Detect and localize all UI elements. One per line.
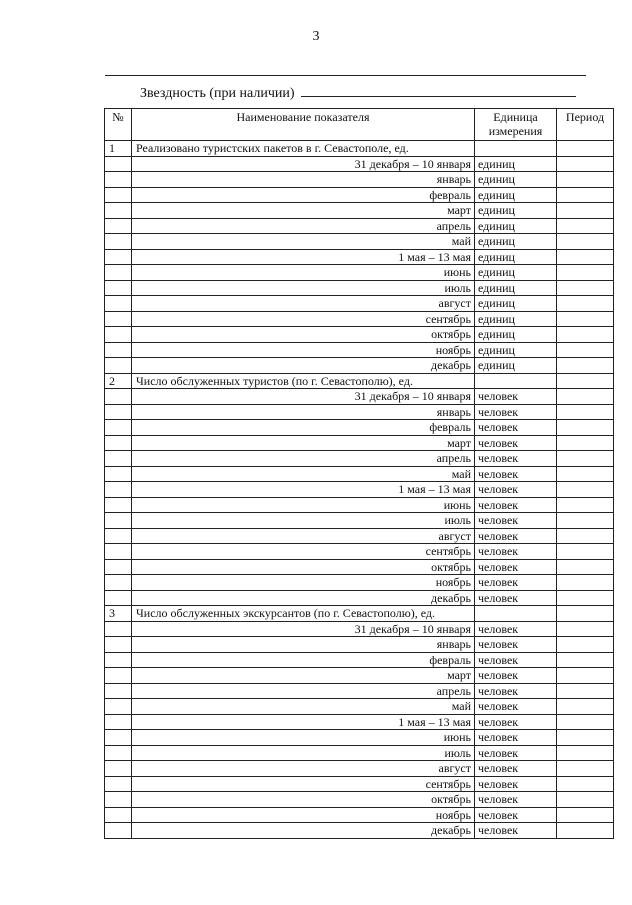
table-row bbox=[105, 792, 614, 808]
period-label: март bbox=[132, 668, 475, 684]
period-label: октябрь bbox=[132, 327, 475, 343]
period-cell[interactable] bbox=[557, 373, 614, 389]
period-value-cell[interactable] bbox=[557, 559, 614, 575]
table-row bbox=[105, 761, 614, 777]
unit-cell: единиц bbox=[475, 327, 557, 343]
table-row bbox=[105, 559, 614, 575]
unit-cell: человек bbox=[475, 497, 557, 513]
period-value-cell[interactable] bbox=[557, 156, 614, 172]
table-row bbox=[105, 389, 614, 405]
period-value-cell[interactable] bbox=[557, 234, 614, 250]
period-value-cell[interactable] bbox=[557, 807, 614, 823]
table-row bbox=[105, 497, 614, 513]
section-title: Реализовано туристских пакетов в г. Севастополе, ед. bbox=[132, 141, 475, 157]
number-cell-empty bbox=[105, 652, 132, 668]
unit-cell: человек bbox=[475, 652, 557, 668]
section-number: 1 bbox=[105, 141, 132, 157]
number-cell-empty bbox=[105, 761, 132, 777]
number-cell-empty bbox=[105, 435, 132, 451]
period-value-cell[interactable] bbox=[557, 203, 614, 219]
period-label: декабрь bbox=[132, 590, 475, 606]
section-title: Число обслуженных экскурсантов (по г. Севастополю), ед. bbox=[132, 606, 475, 622]
period-label: ноябрь bbox=[132, 575, 475, 591]
unit-cell: человек bbox=[475, 482, 557, 498]
number-cell-empty bbox=[105, 807, 132, 823]
period-value-cell[interactable] bbox=[557, 575, 614, 591]
number-cell-empty bbox=[105, 482, 132, 498]
period-cell[interactable] bbox=[557, 141, 614, 157]
unit-cell-empty bbox=[475, 141, 557, 157]
period-value-cell[interactable] bbox=[557, 699, 614, 715]
period-label: апрель bbox=[132, 218, 475, 234]
table-row bbox=[105, 621, 614, 637]
table-row bbox=[105, 156, 614, 172]
table-row bbox=[105, 652, 614, 668]
period-value-cell[interactable] bbox=[557, 466, 614, 482]
table-row bbox=[105, 714, 614, 730]
period-label: 1 мая – 13 мая bbox=[132, 714, 475, 730]
number-cell-empty bbox=[105, 156, 132, 172]
stars-line bbox=[140, 82, 576, 102]
unit-cell: человек bbox=[475, 792, 557, 808]
period-value-cell[interactable] bbox=[557, 404, 614, 420]
period-label: январь bbox=[132, 637, 475, 653]
period-value-cell[interactable] bbox=[557, 296, 614, 312]
unit-cell: человек bbox=[475, 761, 557, 777]
period-label: май bbox=[132, 466, 475, 482]
number-cell-empty bbox=[105, 327, 132, 343]
table-row bbox=[105, 280, 614, 296]
period-value-cell[interactable] bbox=[557, 621, 614, 637]
period-value-cell[interactable] bbox=[557, 265, 614, 281]
number-cell-empty bbox=[105, 497, 132, 513]
unit-cell-empty bbox=[475, 373, 557, 389]
period-label: декабрь bbox=[132, 358, 475, 374]
unit-cell: человек bbox=[475, 466, 557, 482]
unit-cell: человек bbox=[475, 807, 557, 823]
period-label: декабрь bbox=[132, 823, 475, 839]
number-cell-empty bbox=[105, 823, 132, 839]
number-cell-empty bbox=[105, 745, 132, 761]
period-label: 31 декабря – 10 января bbox=[132, 389, 475, 405]
unit-cell: человек bbox=[475, 776, 557, 792]
period-value-cell[interactable] bbox=[557, 714, 614, 730]
number-cell-empty bbox=[105, 621, 132, 637]
number-cell-empty bbox=[105, 234, 132, 250]
number-cell-empty bbox=[105, 249, 132, 265]
unit-cell: человек bbox=[475, 544, 557, 560]
unit-cell: человек bbox=[475, 699, 557, 715]
period-label: январь bbox=[132, 172, 475, 188]
table-row bbox=[105, 327, 614, 343]
period-label: май bbox=[132, 699, 475, 715]
section-number: 3 bbox=[105, 606, 132, 622]
table-row bbox=[105, 776, 614, 792]
unit-cell: единиц bbox=[475, 296, 557, 312]
number-cell-empty bbox=[105, 187, 132, 203]
period-label: июнь bbox=[132, 730, 475, 746]
period-value-cell[interactable] bbox=[557, 451, 614, 467]
table-row bbox=[105, 683, 614, 699]
table-header-row bbox=[105, 109, 614, 141]
table-row bbox=[105, 451, 614, 467]
unit-cell-empty bbox=[475, 606, 557, 622]
table-row bbox=[105, 172, 614, 188]
period-label: ноябрь bbox=[132, 342, 475, 358]
number-cell-empty bbox=[105, 342, 132, 358]
period-label: июнь bbox=[132, 497, 475, 513]
table-row bbox=[105, 807, 614, 823]
period-label: февраль bbox=[132, 420, 475, 436]
number-cell-empty bbox=[105, 683, 132, 699]
unit-cell: человек bbox=[475, 513, 557, 529]
table-body bbox=[105, 141, 614, 839]
period-value-cell[interactable] bbox=[557, 342, 614, 358]
unit-cell: единиц bbox=[475, 203, 557, 219]
table-row bbox=[105, 590, 614, 606]
table-row bbox=[105, 187, 614, 203]
number-cell-empty bbox=[105, 404, 132, 420]
period-value-cell[interactable] bbox=[557, 389, 614, 405]
number-cell-empty bbox=[105, 311, 132, 327]
table-row bbox=[105, 311, 614, 327]
period-label: ноябрь bbox=[132, 807, 475, 823]
period-value-cell[interactable] bbox=[557, 683, 614, 699]
section-row bbox=[105, 373, 614, 389]
header-unit: Единица измерения bbox=[475, 109, 557, 141]
table-row bbox=[105, 342, 614, 358]
period-value-cell[interactable] bbox=[557, 792, 614, 808]
unit-cell: человек bbox=[475, 420, 557, 436]
unit-cell: человек bbox=[475, 559, 557, 575]
period-label: июль bbox=[132, 280, 475, 296]
unit-cell: человек bbox=[475, 621, 557, 637]
unit-cell: единиц bbox=[475, 342, 557, 358]
table-row bbox=[105, 404, 614, 420]
period-label: 1 мая – 13 мая bbox=[132, 249, 475, 265]
unit-cell: единиц bbox=[475, 280, 557, 296]
top-rule bbox=[105, 75, 586, 76]
unit-cell: единиц bbox=[475, 358, 557, 374]
table-row bbox=[105, 420, 614, 436]
unit-cell: человек bbox=[475, 683, 557, 699]
number-cell-empty bbox=[105, 389, 132, 405]
period-label: июль bbox=[132, 513, 475, 529]
table-row bbox=[105, 249, 614, 265]
table-row bbox=[105, 668, 614, 684]
period-label: март bbox=[132, 203, 475, 219]
indicators-table bbox=[104, 108, 614, 839]
unit-cell: единиц bbox=[475, 187, 557, 203]
period-value-cell[interactable] bbox=[557, 513, 614, 529]
table-row bbox=[105, 265, 614, 281]
unit-cell: человек bbox=[475, 404, 557, 420]
period-label: февраль bbox=[132, 187, 475, 203]
table-row bbox=[105, 358, 614, 374]
table-row bbox=[105, 482, 614, 498]
period-label: 1 мая – 13 мая bbox=[132, 482, 475, 498]
table-row bbox=[105, 745, 614, 761]
unit-cell: человек bbox=[475, 590, 557, 606]
table-row bbox=[105, 296, 614, 312]
period-label: август bbox=[132, 296, 475, 312]
period-value-cell[interactable] bbox=[557, 435, 614, 451]
number-cell-empty bbox=[105, 296, 132, 312]
unit-cell: человек bbox=[475, 389, 557, 405]
section-title: Число обслуженных туристов (по г. Севастополю), ед. bbox=[132, 373, 475, 389]
period-value-cell[interactable] bbox=[557, 652, 614, 668]
table-row bbox=[105, 544, 614, 560]
unit-cell: единиц bbox=[475, 218, 557, 234]
section-row bbox=[105, 606, 614, 622]
table-row bbox=[105, 730, 614, 746]
period-value-cell[interactable] bbox=[557, 761, 614, 777]
period-value-cell[interactable] bbox=[557, 311, 614, 327]
period-label: январь bbox=[132, 404, 475, 420]
number-cell-empty bbox=[105, 699, 132, 715]
period-value-cell[interactable] bbox=[557, 528, 614, 544]
period-value-cell[interactable] bbox=[557, 497, 614, 513]
period-label: 31 декабря – 10 января bbox=[132, 156, 475, 172]
table-row bbox=[105, 203, 614, 219]
period-label: май bbox=[132, 234, 475, 250]
period-value-cell[interactable] bbox=[557, 280, 614, 296]
table-row bbox=[105, 513, 614, 529]
number-cell-empty bbox=[105, 172, 132, 188]
number-cell-empty bbox=[105, 420, 132, 436]
unit-cell: единиц bbox=[475, 265, 557, 281]
period-value-cell[interactable] bbox=[557, 482, 614, 498]
period-value-cell[interactable] bbox=[557, 249, 614, 265]
unit-cell: человек bbox=[475, 637, 557, 653]
period-label: апрель bbox=[132, 451, 475, 467]
number-cell-empty bbox=[105, 358, 132, 374]
number-cell-empty bbox=[105, 265, 132, 281]
unit-cell: человек bbox=[475, 528, 557, 544]
stars-fill-line[interactable] bbox=[301, 82, 576, 97]
period-label: сентябрь bbox=[132, 776, 475, 792]
number-cell-empty bbox=[105, 280, 132, 296]
unit-cell: человек bbox=[475, 730, 557, 746]
table-row bbox=[105, 528, 614, 544]
period-label: август bbox=[132, 761, 475, 777]
period-label: июнь bbox=[132, 265, 475, 281]
unit-cell: единиц bbox=[475, 249, 557, 265]
number-cell-empty bbox=[105, 590, 132, 606]
number-cell-empty bbox=[105, 218, 132, 234]
table-row bbox=[105, 637, 614, 653]
table-row bbox=[105, 218, 614, 234]
period-value-cell[interactable] bbox=[557, 590, 614, 606]
period-label: октябрь bbox=[132, 792, 475, 808]
table-row bbox=[105, 435, 614, 451]
table-row bbox=[105, 575, 614, 591]
unit-cell: человек bbox=[475, 575, 557, 591]
period-label: октябрь bbox=[132, 559, 475, 575]
period-label: сентябрь bbox=[132, 544, 475, 560]
unit-cell: единиц bbox=[475, 172, 557, 188]
unit-cell: человек bbox=[475, 451, 557, 467]
section-number: 2 bbox=[105, 373, 132, 389]
number-cell-empty bbox=[105, 668, 132, 684]
header-number: № bbox=[105, 109, 132, 141]
stars-label: Звездность (при наличии) bbox=[140, 86, 295, 101]
period-label: февраль bbox=[132, 652, 475, 668]
header-period: Период bbox=[557, 109, 614, 141]
table-row bbox=[105, 466, 614, 482]
period-label: 31 декабря – 10 января bbox=[132, 621, 475, 637]
period-label: март bbox=[132, 435, 475, 451]
table-row bbox=[105, 823, 614, 839]
number-cell-empty bbox=[105, 637, 132, 653]
period-value-cell[interactable] bbox=[557, 776, 614, 792]
number-cell-empty bbox=[105, 730, 132, 746]
period-label: август bbox=[132, 528, 475, 544]
period-value-cell[interactable] bbox=[557, 218, 614, 234]
number-cell-empty bbox=[105, 544, 132, 560]
period-value-cell[interactable] bbox=[557, 358, 614, 374]
number-cell-empty bbox=[105, 776, 132, 792]
number-cell-empty bbox=[105, 559, 132, 575]
number-cell-empty bbox=[105, 513, 132, 529]
number-cell-empty bbox=[105, 528, 132, 544]
period-value-cell[interactable] bbox=[557, 172, 614, 188]
period-label: апрель bbox=[132, 683, 475, 699]
page-number: 3 bbox=[312, 29, 320, 44]
period-label: сентябрь bbox=[132, 311, 475, 327]
unit-cell: человек bbox=[475, 745, 557, 761]
period-value-cell[interactable] bbox=[557, 327, 614, 343]
period-value-cell[interactable] bbox=[557, 187, 614, 203]
period-value-cell[interactable] bbox=[557, 420, 614, 436]
unit-cell: единиц bbox=[475, 234, 557, 250]
number-cell-empty bbox=[105, 714, 132, 730]
table-row bbox=[105, 699, 614, 715]
number-cell-empty bbox=[105, 203, 132, 219]
unit-cell: человек bbox=[475, 435, 557, 451]
unit-cell: единиц bbox=[475, 311, 557, 327]
period-value-cell[interactable] bbox=[557, 637, 614, 653]
table-row bbox=[105, 234, 614, 250]
number-cell-empty bbox=[105, 466, 132, 482]
unit-cell: единиц bbox=[475, 156, 557, 172]
unit-cell: человек bbox=[475, 823, 557, 839]
period-value-cell[interactable] bbox=[557, 544, 614, 560]
section-row bbox=[105, 141, 614, 157]
period-value-cell[interactable] bbox=[557, 668, 614, 684]
period-cell[interactable] bbox=[557, 606, 614, 622]
number-cell-empty bbox=[105, 792, 132, 808]
unit-cell: человек bbox=[475, 714, 557, 730]
number-cell-empty bbox=[105, 575, 132, 591]
period-value-cell[interactable] bbox=[557, 823, 614, 839]
number-cell-empty bbox=[105, 451, 132, 467]
unit-cell: человек bbox=[475, 668, 557, 684]
header-indicator-name: Наименование показателя bbox=[132, 109, 475, 141]
period-value-cell[interactable] bbox=[557, 745, 614, 761]
period-label: июль bbox=[132, 745, 475, 761]
period-value-cell[interactable] bbox=[557, 730, 614, 746]
